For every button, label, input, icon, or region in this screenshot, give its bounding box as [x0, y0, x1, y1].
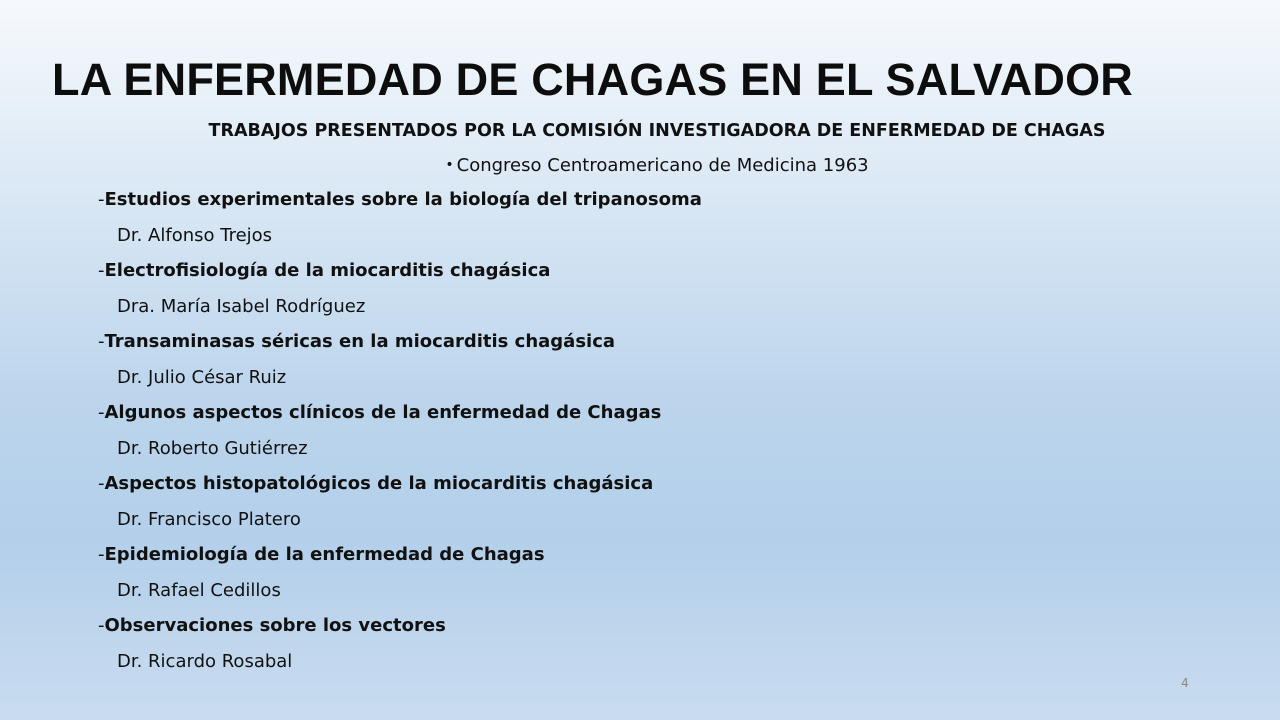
work-author: Dr. Alfonso Trejos [117, 224, 273, 246]
work-item-2 [98, 256, 702, 327]
work-title-line [98, 611, 702, 647]
work-item-4 [98, 398, 702, 469]
dash: - [98, 615, 105, 636]
slide-subtitle: TRABAJOS PRESENTADOS POR LA COMISIÓN INVESTIGADORA DE ENFERMEDAD DE CHAGAS [208, 121, 1106, 141]
page-number: 4 [1181, 676, 1189, 690]
work-title-line [98, 540, 702, 576]
dash: - [98, 331, 105, 352]
work-author: Dr. Julio César Ruiz [117, 366, 287, 388]
work-title: Algunos aspectos clínicos de la enfermedad de Chagas [104, 402, 662, 423]
dash: - [98, 544, 105, 565]
work-item-7 [98, 611, 702, 682]
work-author: Dr. Francisco Platero [117, 508, 301, 530]
congress-text: Congreso Centroamericano de Medicina 1963 [456, 155, 869, 176]
dash: - [98, 402, 105, 423]
dash: - [98, 260, 105, 281]
work-title: Transaminasas séricas en la miocarditis chagásica [104, 331, 616, 352]
work-author: Dr. Roberto Gutiérrez [117, 437, 308, 459]
work-title: Estudios experimentales sobre la biología del tripanosoma [104, 189, 702, 210]
work-title-line [98, 185, 702, 221]
bullet-icon: • [445, 157, 454, 173]
work-title-line [98, 469, 702, 505]
work-item-1 [98, 185, 702, 256]
works-list [98, 185, 702, 682]
work-title-line [98, 398, 702, 434]
work-author: Dr. Ricardo Rosabal [117, 650, 293, 672]
dash: - [98, 189, 105, 210]
work-title: Epidemiología de la enfermedad de Chagas [104, 544, 545, 565]
work-author: Dr. Rafael Cedillos [117, 579, 281, 601]
work-title: Aspectos histopatológicos de la miocarditis chagásica [104, 473, 654, 494]
work-title: Observaciones sobre los vectores [104, 615, 446, 636]
slide-title: LA ENFERMEDAD DE CHAGAS EN EL SALVADOR [52, 54, 1133, 105]
work-title-line [98, 327, 702, 363]
work-title-line [98, 256, 702, 292]
work-item-3 [98, 327, 702, 398]
dash: - [98, 473, 105, 494]
congress-bullet [0, 150, 1280, 181]
work-item-6 [98, 540, 702, 611]
work-title: Electrofisiología de la miocarditis chagásica [104, 260, 551, 281]
work-item-5 [98, 469, 702, 540]
work-author: Dra. María Isabel Rodríguez [117, 295, 366, 317]
